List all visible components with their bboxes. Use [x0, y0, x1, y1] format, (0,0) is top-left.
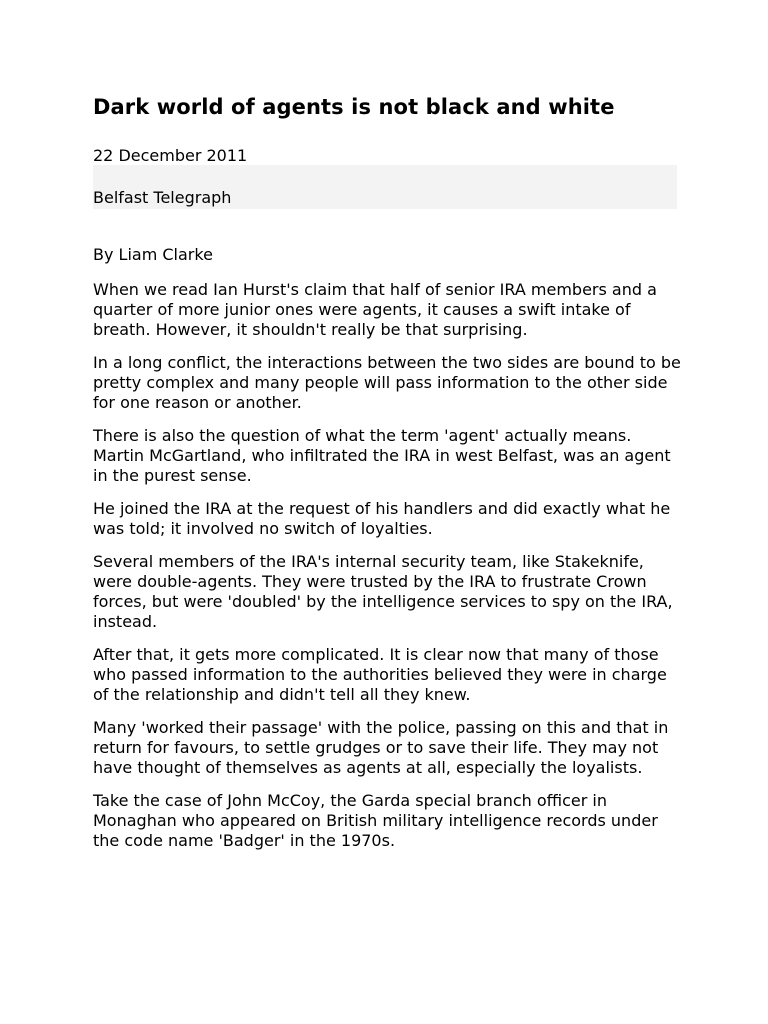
- article-body: [93, 280, 683, 864]
- article-source: Belfast Telegraph: [93, 188, 232, 207]
- article: [93, 93, 683, 850]
- paragraph-7: Many 'worked their passage' with the police, passing on this and that in return for favours, to settle grudges or to save their life. They may not have thought of themselves as agents at all, especially the loyalists.: [93, 718, 669, 777]
- paragraph-3: There is also the question of what the term 'agent' actually means. Martin McGartland, who infiltrated the IRA in west Belfast, was an agent in the purest sense.: [93, 426, 671, 485]
- article-byline: By Liam Clarke: [93, 245, 213, 264]
- paragraph-5: Several members of the IRA's internal security team, like Stakeknife, were double-agents. They were trusted by the IRA to frustrate Crown forces, but were 'doubled' by the intelligence services to spy on the IRA, instead.: [93, 552, 673, 631]
- article-title: Dark world of agents is not black and white: [93, 95, 615, 119]
- paragraph-1: When we read Ian Hurst's claim that half of senior IRA members and a quarter of more junior ones were agents, it causes a swift intake of breath. However, it shouldn't really be that surprising.: [93, 280, 657, 339]
- paragraph-6: After that, it gets more complicated. It is clear now that many of those who passed information to the authorities believed they were in charge of the relationship and didn't tell all they knew.: [93, 645, 667, 704]
- article-date: 22 December 2011: [93, 146, 248, 165]
- paragraph-8: Take the case of John McCoy, the Garda special branch officer in Monaghan who appeared on British military intelligence records under the code name 'Badger' in the 1970s.: [93, 791, 658, 850]
- paragraph-4: He joined the IRA at the request of his handlers and did exactly what he was told; it involved no switch of loyalties.: [93, 499, 671, 538]
- paragraph-2: In a long conflict, the interactions between the two sides are bound to be pretty complex and many people will pass information to the other side for one reason or another.: [93, 353, 681, 412]
